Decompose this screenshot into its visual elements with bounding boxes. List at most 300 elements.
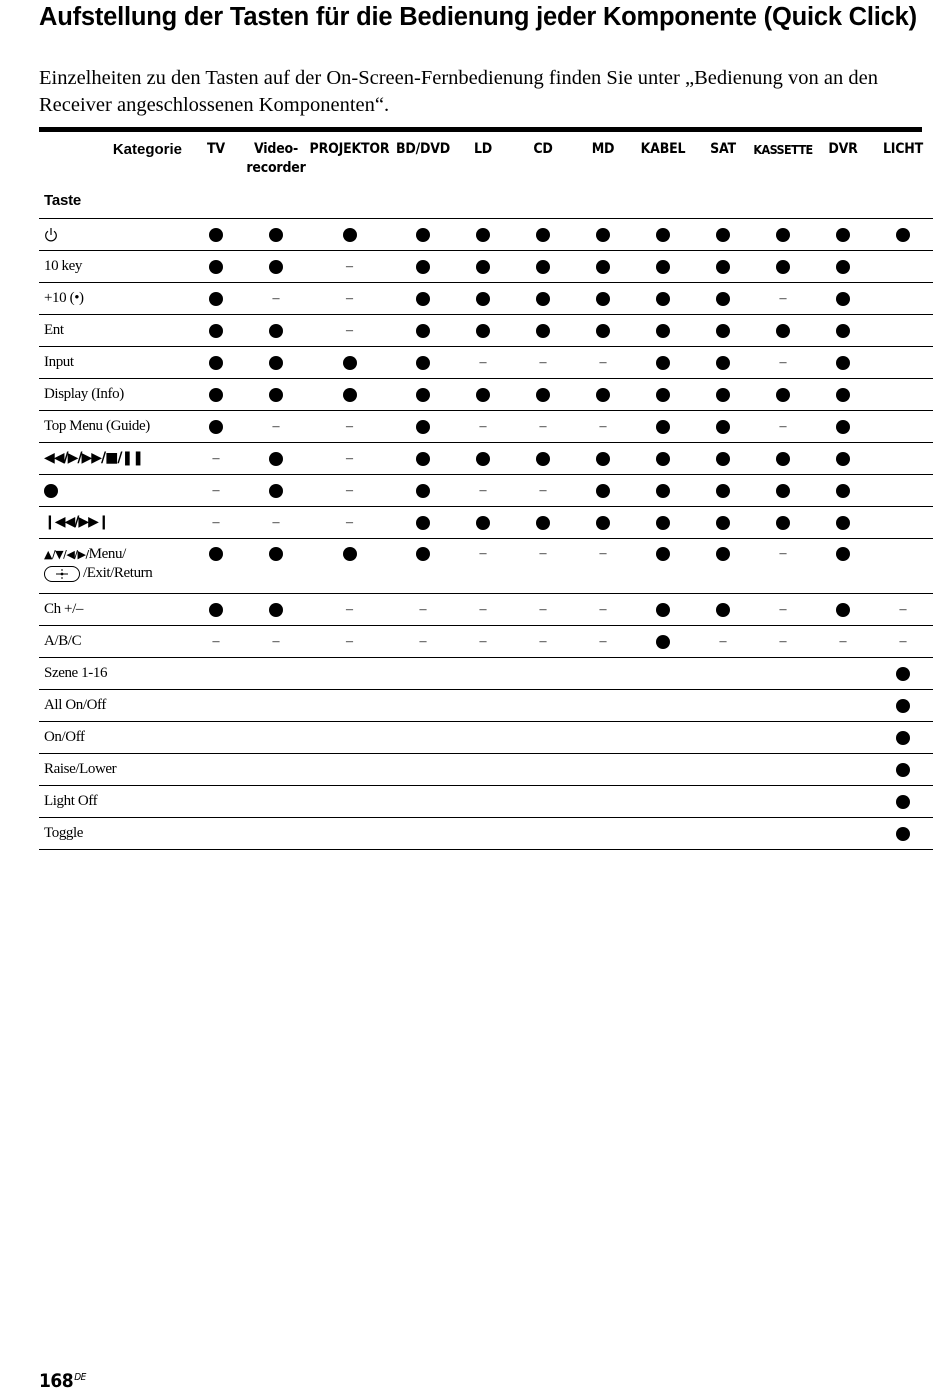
supported-dot-icon [269,324,283,338]
supported-dot-icon [716,228,730,242]
support-cell [753,818,813,850]
table-row [39,219,933,251]
supported-dot-icon [776,260,790,274]
not-supported-dash: – [419,634,427,649]
not-supported-dash: – [599,419,607,434]
support-cell [573,475,633,507]
support-cell [513,283,573,315]
key-name: Display (Info) [44,386,124,402]
not-supported-dash: – [779,546,787,561]
category-header-row [39,132,933,186]
support-cell [873,818,933,850]
support-cell [453,347,513,379]
support-cell [873,475,933,507]
supported-dot-icon [596,484,610,498]
support-cell [453,507,513,539]
support-cell [753,219,813,251]
supported-dot-icon [476,388,490,402]
table-row [39,283,933,315]
support-cell [633,786,693,818]
support-cell [633,626,693,658]
support-cell [693,379,753,411]
support-cell [573,818,633,850]
support-cell [573,722,633,754]
supported-dot-icon [656,516,670,530]
supported-dot-icon [343,356,357,370]
support-cell [513,251,573,283]
supported-dot-icon [776,452,790,466]
key-name: Top Menu (Guide) [44,418,150,434]
support-cell [186,722,246,754]
supported-dot-icon [209,547,223,561]
support-cell [393,786,453,818]
supported-dot-icon [656,484,670,498]
support-cell [393,379,453,411]
support-cell [693,507,753,539]
table-row [39,475,933,507]
table-row [39,626,933,658]
supported-dot-icon [416,452,430,466]
supported-dot-icon [656,420,670,434]
key-name-cell [39,754,186,786]
support-cell [246,690,306,722]
not-supported-dash: – [479,355,487,370]
support-cell [873,347,933,379]
support-cell [633,443,693,475]
support-cell [306,283,393,315]
not-supported-dash: – [212,483,220,498]
support-cell [753,475,813,507]
support-cell [393,690,453,722]
supported-dot-icon [776,324,790,338]
support-cell [246,786,306,818]
supported-dot-icon [836,516,850,530]
support-cell [393,754,453,786]
support-cell [753,347,813,379]
key-name: Ent [44,322,64,338]
supported-dot-icon [836,228,850,242]
support-cell [246,754,306,786]
support-cell [633,411,693,443]
supported-dot-icon [476,260,490,274]
support-cell [513,315,573,347]
support-cell [873,722,933,754]
support-cell [633,315,693,347]
support-cell [306,594,393,626]
key-name-cell [39,283,186,315]
support-cell [513,818,573,850]
support-cell [186,786,246,818]
support-cell [753,443,813,475]
support-cell [513,347,573,379]
not-supported-dash: – [779,419,787,434]
column-header: SAT [710,141,736,157]
not-supported-dash: – [539,546,547,561]
intro-paragraph: Einzelheiten zu den Tasten auf der On-Screen-Fernbedienung finden Sie unter „Bedienung von an den Receiver angeschlossenen Komponenten“. [39,67,878,116]
support-cell [246,251,306,283]
supported-dot-icon [656,603,670,617]
support-cell [186,754,246,786]
support-cell [513,722,573,754]
support-cell [693,475,753,507]
key-name: Ch +/– [44,601,83,617]
supported-dot-icon [776,516,790,530]
not-supported-dash: – [539,634,547,649]
key-name-cell [39,786,186,818]
page-number [39,1370,86,1392]
support-cell [306,251,393,283]
support-cell [573,443,633,475]
support-cell [753,594,813,626]
support-cell [513,507,573,539]
supported-dot-icon [656,452,670,466]
table-row [39,315,933,347]
supported-dot-icon [416,228,430,242]
not-supported-dash: – [212,515,220,530]
support-cell [453,818,513,850]
supported-dot-icon [656,260,670,274]
support-cell [633,658,693,690]
key-name: Input [44,354,74,370]
support-cell [186,594,246,626]
not-supported-dash: – [346,259,353,274]
support-cell [453,443,513,475]
not-supported-dash: – [599,355,607,370]
supported-dot-icon [343,547,357,561]
page-language-suffix: DE [74,1372,86,1383]
menu-label: Menu/ [88,546,126,562]
support-cell [306,818,393,850]
supported-dot-icon [416,388,430,402]
support-cell [186,539,246,594]
support-cell [246,818,306,850]
support-cell [813,411,873,443]
support-cell [186,219,246,251]
support-cell [246,315,306,347]
key-name: Raise/Lower [44,761,117,777]
supported-dot-icon [269,388,283,402]
support-cell [513,594,573,626]
supported-dot-icon [656,356,670,370]
support-cell [393,507,453,539]
table-row [39,507,933,539]
support-cell [306,315,393,347]
support-cell [873,315,933,347]
support-cell [306,219,393,251]
support-cell [186,251,246,283]
column-header: Video- recorder [246,141,306,176]
supported-dot-icon [716,603,730,617]
support-cell [453,722,513,754]
not-supported-dash: – [346,634,353,649]
supported-dot-icon [343,388,357,402]
column-header: CD [533,141,553,157]
support-cell [306,347,393,379]
not-supported-dash: – [479,483,487,498]
supported-dot-icon [416,356,430,370]
support-cell [306,507,393,539]
support-cell [393,443,453,475]
supported-dot-icon [596,292,610,306]
supported-dot-icon [416,292,430,306]
supported-dot-icon [596,516,610,530]
supported-dot-icon [536,516,550,530]
support-cell [873,786,933,818]
support-cell [453,539,513,594]
support-cell [573,411,633,443]
table-row [39,722,933,754]
support-cell [453,786,513,818]
not-supported-dash: – [419,602,427,617]
key-header-row [39,186,933,219]
not-supported-dash: – [212,634,220,649]
supported-dot-icon [596,260,610,274]
supported-dot-icon [776,484,790,498]
supported-dot-icon [209,388,223,402]
support-cell [513,626,573,658]
supported-dot-icon [269,228,283,242]
support-cell [453,690,513,722]
supported-dot-icon [656,388,670,402]
supported-dot-icon [269,356,283,370]
support-cell [306,475,393,507]
support-cell [246,626,306,658]
key-name-cell [39,475,186,507]
support-cell [813,507,873,539]
support-cell [813,786,873,818]
support-cell [453,219,513,251]
support-cell [186,379,246,411]
not-supported-dash: – [346,602,353,617]
support-cell [453,251,513,283]
support-cell [873,443,933,475]
not-supported-dash: – [346,291,353,306]
support-cell [573,379,633,411]
support-cell [306,539,393,594]
key-assignment-table [39,132,933,850]
not-supported-dash: – [272,419,280,434]
support-cell [453,411,513,443]
table-row [39,754,933,786]
support-cell [186,283,246,315]
support-cell [306,754,393,786]
table-row [39,594,933,626]
support-cell [693,818,753,850]
record-dot-icon [44,484,58,498]
support-cell [873,754,933,786]
support-cell [186,411,246,443]
support-cell [186,443,246,475]
key-name-cell [39,626,186,658]
column-header: KABEL [640,141,686,157]
support-cell [633,379,693,411]
support-cell [693,251,753,283]
key-name: 10 key [44,258,83,274]
support-cell [633,754,693,786]
support-cell [186,347,246,379]
support-cell [873,283,933,315]
table-row [39,658,933,690]
support-cell [453,594,513,626]
not-supported-dash: – [479,634,487,649]
supported-dot-icon [896,795,910,809]
column-header: TV [207,141,225,157]
support-cell [813,219,873,251]
table-row [39,411,933,443]
support-cell [693,539,753,594]
support-cell [753,754,813,786]
support-cell [753,251,813,283]
key-name-cell [39,315,186,347]
support-cell [246,722,306,754]
table-row [39,347,933,379]
key-name-cell [39,347,186,379]
support-cell [513,754,573,786]
supported-dot-icon [476,452,490,466]
support-cell [753,690,813,722]
supported-dot-icon [716,324,730,338]
key-name: All On/Off [44,697,106,713]
support-cell [306,690,393,722]
support-cell [393,219,453,251]
key-name-cell [39,539,186,594]
not-supported-dash: – [839,634,847,649]
support-cell [246,475,306,507]
support-cell [393,411,453,443]
supported-dot-icon [716,516,730,530]
table-row [39,539,933,594]
support-cell [573,786,633,818]
support-cell [453,658,513,690]
support-cell [873,507,933,539]
supported-dot-icon [416,547,430,561]
not-supported-dash: – [212,451,220,466]
support-cell [573,315,633,347]
not-supported-dash: – [539,419,547,434]
supported-dot-icon [416,516,430,530]
supported-dot-icon [209,420,223,434]
support-cell [873,411,933,443]
section-title: Aufstellung der Tasten für die Bedienung jeder Komponente (Quick Click) [39,3,917,31]
supported-dot-icon [536,388,550,402]
support-cell [573,594,633,626]
support-cell [393,283,453,315]
support-cell [693,347,753,379]
key-header-label: Taste [39,186,933,219]
support-cell [873,626,933,658]
support-cell [873,379,933,411]
supported-dot-icon [836,324,850,338]
supported-dot-icon [536,324,550,338]
not-supported-dash: – [272,515,280,530]
support-cell [393,594,453,626]
column-header: KASSETTE [753,142,813,157]
not-supported-dash: – [899,602,907,617]
support-cell [186,507,246,539]
support-cell [393,251,453,283]
supported-dot-icon [269,603,283,617]
support-cell [813,818,873,850]
transport-controls-icon: ◀◀/▶/▶▶/■/❚❚ [44,450,143,466]
support-cell [186,475,246,507]
key-name-cell [39,658,186,690]
key-name: Toggle [44,825,84,841]
support-cell [813,539,873,594]
support-cell [753,658,813,690]
supported-dot-icon [836,356,850,370]
key-name: On/Off [44,729,85,745]
support-cell [813,251,873,283]
supported-dot-icon [476,228,490,242]
support-cell [573,219,633,251]
support-cell [573,539,633,594]
supported-dot-icon [596,452,610,466]
not-supported-dash: – [779,355,787,370]
support-cell [393,539,453,594]
support-cell [693,690,753,722]
supported-dot-icon [596,228,610,242]
support-cell [813,475,873,507]
supported-dot-icon [776,228,790,242]
support-cell [513,411,573,443]
supported-dot-icon [269,452,283,466]
supported-dot-icon [209,228,223,242]
supported-dot-icon [536,260,550,274]
supported-dot-icon [776,388,790,402]
support-cell [513,443,573,475]
support-cell [573,754,633,786]
support-cell [306,443,393,475]
not-supported-dash: – [599,634,607,649]
supported-dot-icon [896,228,910,242]
support-cell [873,594,933,626]
support-cell [246,539,306,594]
support-cell [633,594,693,626]
key-name-cell [39,411,186,443]
support-cell [186,658,246,690]
support-cell [186,626,246,658]
column-header: PROJEKTOR [309,141,390,157]
support-cell [186,315,246,347]
not-supported-dash: – [346,451,353,466]
support-cell [393,818,453,850]
support-cell [873,251,933,283]
key-name-cell [39,251,186,283]
table-row [39,690,933,722]
support-cell [753,315,813,347]
support-cell [813,347,873,379]
not-supported-dash: – [346,483,353,498]
not-supported-dash: – [539,355,547,370]
support-cell [573,507,633,539]
support-cell [633,818,693,850]
support-cell [633,722,693,754]
support-cell [753,539,813,594]
support-cell [753,507,813,539]
support-cell [813,690,873,722]
supported-dot-icon [656,635,670,649]
support-cell [813,658,873,690]
key-name-cell [39,443,186,475]
support-cell [246,283,306,315]
not-supported-dash: – [479,602,487,617]
not-supported-dash: – [346,515,353,530]
supported-dot-icon [269,547,283,561]
support-cell [306,786,393,818]
key-name-cell [39,219,186,251]
support-cell [246,443,306,475]
supported-dot-icon [896,699,910,713]
